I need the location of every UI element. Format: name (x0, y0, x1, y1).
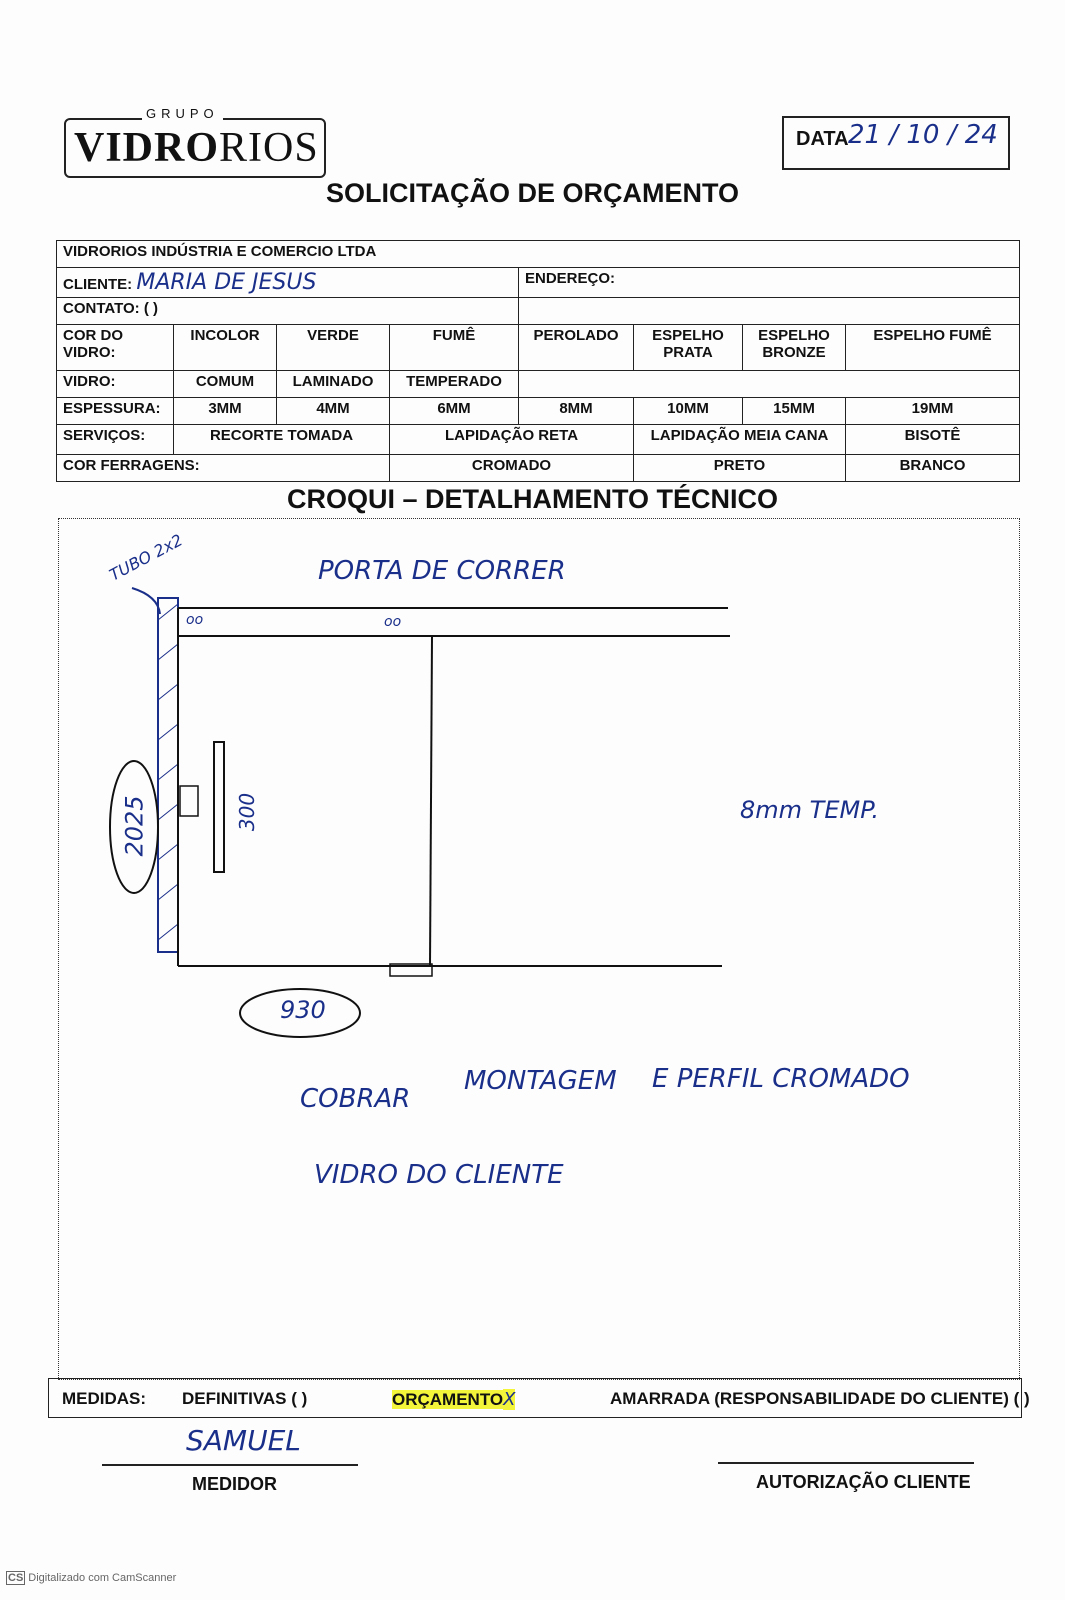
thickness-label: ESPESSURA: (57, 398, 174, 425)
handle (214, 742, 224, 872)
company-name: VIDRORIOS INDÚSTRIA E COMERCIO LTDA (57, 241, 1020, 268)
thickness-option: 3MM (174, 398, 277, 425)
wall-tube (158, 598, 178, 952)
glass-type-option: TEMPERADO (390, 371, 519, 398)
thickness-option: 4MM (277, 398, 390, 425)
note-charge: COBRAR (300, 1084, 411, 1114)
logo-grupo-text: GRUPO (142, 106, 223, 121)
glass-type-option: COMUM (174, 371, 277, 398)
scanner-text: Digitalizado com CamScanner (28, 1572, 177, 1584)
roller-mark: oo (186, 612, 204, 628)
address-field: ENDEREÇO: (519, 268, 1020, 298)
glass-color-option: PEROLADO (519, 325, 634, 371)
measurer-signature: SAMUEL (186, 1424, 301, 1457)
logo-vidro-text: VIDRO (74, 125, 220, 171)
client-value: MARIA DE JESUS (136, 270, 317, 295)
scanner-watermark (6, 1572, 176, 1584)
date-label: DATA (796, 128, 849, 150)
measurer-signature-line (102, 1464, 358, 1466)
note-door: PORTA DE CORRER (318, 556, 566, 586)
client-label: CLIENTE: (63, 276, 133, 293)
glass-color-option: ESPELHO PRATA (634, 325, 743, 371)
hardware-label: COR FERRAGENS: (57, 455, 390, 482)
glass-color-option: ESPELHO FUMÊ (846, 325, 1020, 371)
glass-color-option: FUMÊ (390, 325, 519, 371)
note-client-glass: VIDRO DO CLIENTE (314, 1160, 564, 1190)
thickness-option: 8MM (519, 398, 634, 425)
budget-option (392, 1389, 515, 1410)
service-option: LAPIDAÇÃO MEIA CANA (634, 425, 846, 455)
tube-pointer (132, 588, 160, 614)
glass-color-option: ESPELHO BRONZE (743, 325, 846, 371)
date-value: 21 / 10 / 24 (848, 120, 998, 150)
height-dimension: 2025 (120, 795, 149, 857)
thickness-option: 19MM (846, 398, 1020, 425)
definitive-option: DEFINITIVAS ( ) (182, 1389, 308, 1408)
thickness-option: 15MM (743, 398, 846, 425)
hardware-option: PRETO (634, 455, 846, 482)
glass-type-label: VIDRO: (57, 371, 174, 398)
budget-check-mark: X (503, 1389, 516, 1410)
page-title: SOLICITAÇÃO DE ORÇAMENTO (325, 178, 739, 208)
note-tube: TUBO 2x2 (106, 530, 186, 585)
lock (180, 786, 198, 816)
side-note: 8mm TEMP. (740, 796, 879, 824)
client-signature-line (718, 1462, 974, 1464)
glass-color-option: INCOLOR (174, 325, 277, 371)
logo-rios-text: RIOS (219, 125, 319, 171)
camscanner-icon: CS (8, 1572, 24, 1584)
roller-mark: oo (384, 614, 402, 630)
service-option: BISOTÊ (846, 425, 1020, 455)
client-auth-label: AUTORIZAÇÃO CLIENTE (756, 1472, 971, 1492)
measurer-label: MEDIDOR (192, 1474, 277, 1494)
measures-label: MEDIDAS: (62, 1389, 147, 1408)
wall-hatch (158, 604, 178, 940)
thickness-option: 6MM (390, 398, 519, 425)
croqui-title: CROQUI – DETALHAMENTO TÉCNICO (286, 484, 778, 514)
contact-field: CONTATO: ( ) (57, 298, 519, 325)
glass-color-option: VERDE (277, 325, 390, 371)
note-assembly: MONTAGEM (464, 1066, 617, 1096)
glass-color-label: COR DO VIDRO: (57, 325, 174, 371)
tied-option: AMARRADA (RESPONSABILIDADE DO CLIENTE) ( ) (610, 1389, 1030, 1408)
hardware-option: BRANCO (846, 455, 1020, 482)
note-profile: E PERFIL CROMADO (652, 1064, 910, 1094)
budget-label: ORÇAMENTO (392, 1390, 504, 1409)
thickness-option: 10MM (634, 398, 743, 425)
services-label: SERVIÇOS: (57, 425, 174, 455)
handle-dimension: 300 (235, 792, 260, 832)
width-dimension: 930 (280, 996, 326, 1024)
panel-divider (430, 636, 432, 966)
service-option: LAPIDAÇÃO RETA (390, 425, 634, 455)
hardware-option: CROMADO (390, 455, 634, 482)
service-option: RECORTE TOMADA (174, 425, 390, 455)
glass-type-option: LAMINADO (277, 371, 390, 398)
